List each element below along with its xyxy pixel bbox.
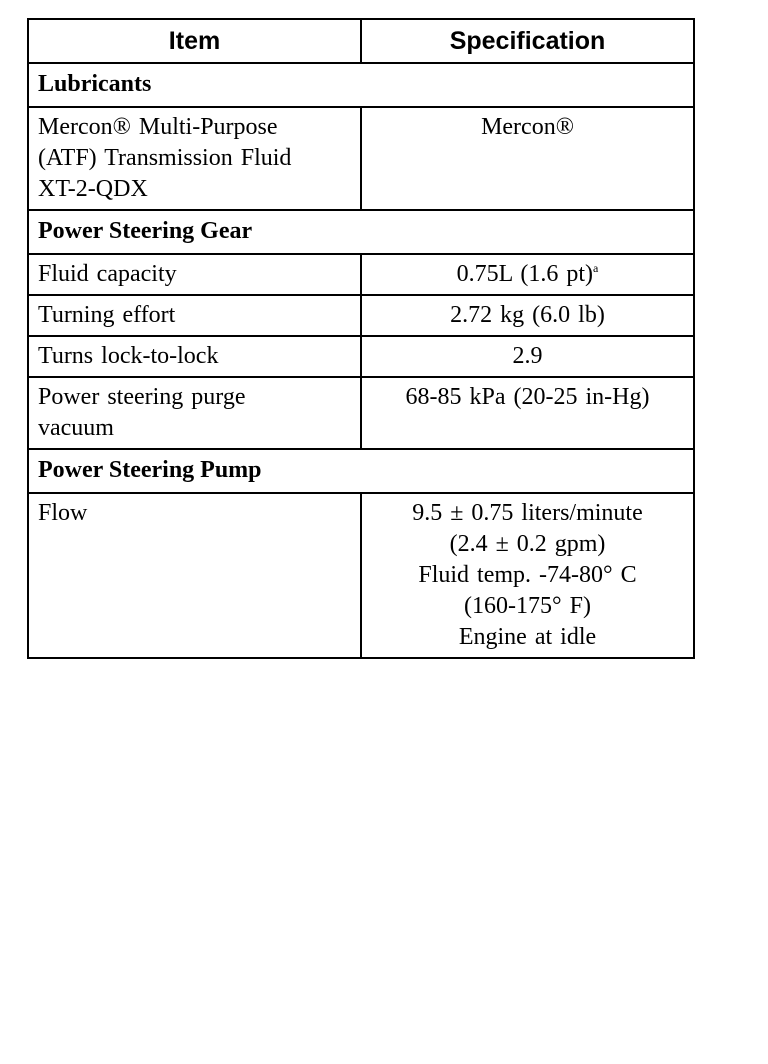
spec-line: Engine at idle (458, 624, 597, 650)
section-title: Power Steering Gear (28, 210, 694, 254)
spec-cell (361, 254, 694, 295)
table-row (28, 295, 694, 336)
spec-line: (160-175° F) (464, 593, 591, 619)
clipped-page-heading (130, 0, 190, 6)
header-row (28, 19, 694, 63)
spec-line: 68-85 kPa (20-25 in-Hg) (405, 384, 650, 410)
table-row (28, 254, 694, 295)
section-title: Power Steering Pump (28, 449, 694, 493)
spec-cell (361, 336, 694, 377)
item-line: vacuum (38, 415, 114, 441)
item-line: (ATF) Transmission Fluid (38, 145, 292, 171)
item-cell (28, 377, 361, 449)
spec-line: Mercon® (481, 114, 574, 140)
spec-line: 2.9 (512, 343, 543, 369)
section-row-power-steering-pump (28, 449, 694, 493)
item-line: Turns lock-to-lock (38, 343, 219, 369)
spec-line: 2.72 kg (6.0 lb) (450, 302, 605, 328)
item-line: Mercon® Multi-Purpose (38, 114, 278, 140)
spec-cell (361, 377, 694, 449)
table-row (28, 493, 694, 658)
spec-cell (361, 107, 694, 210)
table-row (28, 377, 694, 449)
spec-line: (2.4 ± 0.2 gpm) (449, 531, 606, 557)
spec-cell (361, 295, 694, 336)
item-cell (28, 254, 361, 295)
item-cell (28, 295, 361, 336)
item-line: XT-2-QDX (38, 176, 148, 202)
section-title: Lubricants (28, 63, 694, 107)
header-specification: Specification (361, 19, 694, 63)
header-item: Item (28, 19, 361, 63)
specifications-table (27, 18, 695, 659)
footnote-marker: a (593, 261, 599, 275)
section-row-power-steering-gear (28, 210, 694, 254)
spec-line: Fluid temp. -74-80° C (418, 562, 637, 588)
item-cell (28, 493, 361, 658)
table-row (28, 336, 694, 377)
spec-line: 9.5 ± 0.75 liters/minute (412, 500, 643, 526)
item-line: Power steering purge (38, 384, 246, 410)
item-line: Flow (38, 500, 88, 526)
item-cell (28, 107, 361, 210)
item-cell (28, 336, 361, 377)
item-line: Fluid capacity (38, 261, 177, 287)
spec-cell (361, 493, 694, 658)
spec-line: 0.75L (1.6 pt) (456, 261, 594, 287)
item-line: Turning effort (38, 302, 176, 328)
section-row-lubricants (28, 63, 694, 107)
table-row (28, 107, 694, 210)
